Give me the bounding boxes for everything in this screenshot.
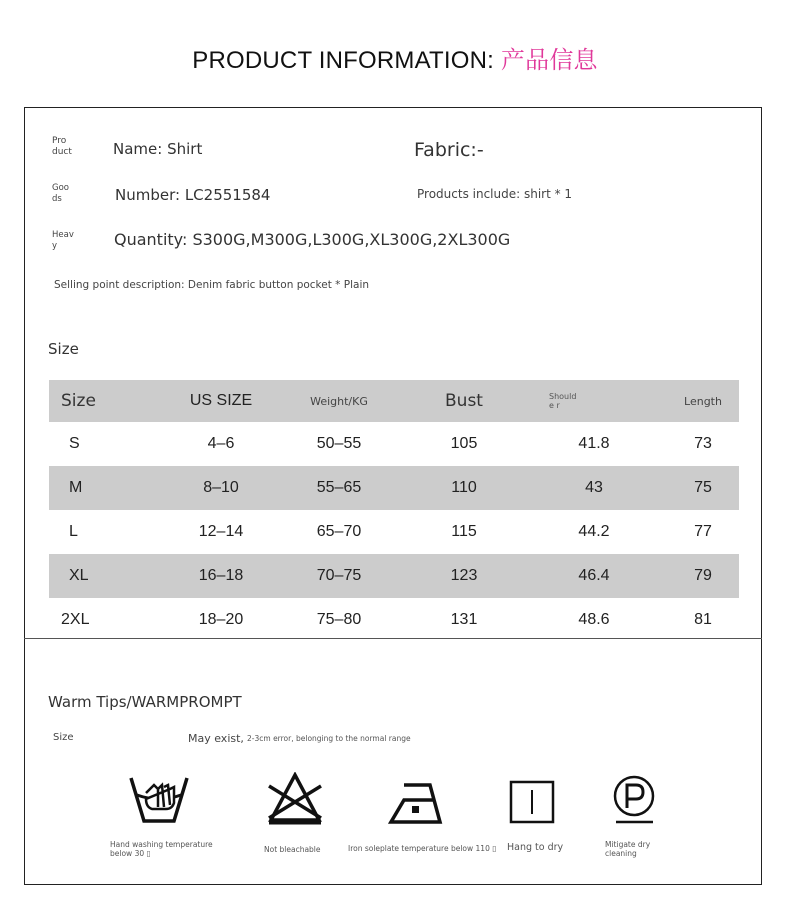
care-iron: [388, 782, 444, 828]
cell-bust: 131: [450, 611, 478, 628]
cell-length: 79: [694, 567, 712, 584]
care-hand-wash: [128, 775, 190, 829]
care-iron-label: Iron soleplate temperature below 110 ▯: [348, 844, 497, 853]
cell-shoulder: 44.2: [578, 523, 610, 540]
table-row: [49, 598, 739, 642]
care-hang-dry-label: Hang to dry: [507, 842, 564, 853]
cell-length: 73: [694, 435, 712, 452]
iron-icon: [388, 782, 444, 824]
col-weight: Weight/KG: [310, 394, 368, 408]
table-row: [49, 554, 739, 598]
col-size: Size: [61, 391, 96, 411]
product-tag: Pro duct: [52, 136, 72, 157]
selling-point: Selling point description: Denim fabric button pocket * Plain: [54, 279, 370, 291]
cell-length: 81: [694, 611, 712, 628]
products-include: Products include: shirt * 1: [417, 187, 573, 201]
cell-weight: 75–80: [316, 611, 362, 628]
hand-wash-icon: [128, 775, 190, 825]
cell-us-size: 12–14: [198, 523, 244, 540]
cell-shoulder: 48.6: [578, 611, 610, 628]
care-no-bleach-label: Not bleachable: [264, 845, 321, 854]
tips-size-label: Size: [53, 732, 74, 743]
cell-us-size: 18–20: [198, 611, 244, 628]
cell-bust: 123: [450, 567, 478, 584]
cell-weight: 70–75: [316, 567, 362, 584]
cell-size: 2XL: [61, 611, 90, 628]
table-row: [49, 510, 739, 554]
care-no-bleach: [266, 772, 324, 830]
cell-bust: 110: [451, 479, 477, 496]
care-hand-wash-label: Hand washing temperature below 30 ▯: [110, 840, 213, 858]
page-title: [0, 40, 790, 75]
cell-size: M: [69, 479, 83, 496]
cell-bust: 105: [450, 435, 478, 452]
tips-error-note: 2-3cm error, belonging to the normal range: [247, 734, 411, 743]
heavy-tag: Heav y: [52, 230, 74, 251]
product-name: Name: Shirt: [113, 140, 203, 158]
cell-weight: 65–70: [316, 523, 362, 540]
cell-weight: 55–65: [316, 479, 362, 496]
goods-tag: Goo ds: [52, 183, 69, 204]
cell-weight: 50–55: [316, 435, 362, 452]
col-bust: Bust: [445, 391, 483, 411]
col-shoulder: [521, 380, 667, 422]
product-quantity: Quantity: S300G,M300G,L300G,XL300G,2XL300G: [114, 230, 511, 249]
cell-size: L: [69, 523, 78, 540]
col-us-size: US SIZE: [189, 392, 253, 409]
title-chinese: 产品信息: [500, 47, 598, 74]
care-dry-clean-label: Mitigate dry cleaning: [605, 840, 651, 858]
no-bleach-icon: [266, 772, 324, 826]
cell-shoulder: 41.8: [578, 435, 610, 452]
hang-dry-icon: [509, 780, 555, 824]
cell-bust: 115: [451, 523, 477, 540]
col-length: Length: [684, 394, 722, 408]
care-dry-clean: [612, 774, 658, 830]
cell-size: XL: [69, 567, 89, 584]
tips-may-exist: May exist,: [188, 732, 244, 745]
table-row: [49, 422, 739, 466]
product-number: Number: LC2551584: [115, 186, 271, 204]
product-fabric: Fabric:-: [414, 139, 484, 161]
cell-size: S: [69, 435, 80, 452]
col-shoulder-label: Shoulde r: [549, 392, 577, 410]
table-row: [49, 466, 739, 510]
dry-clean-p-icon: [612, 774, 658, 826]
table-header-row: [49, 380, 739, 422]
cell-us-size: 4–6: [207, 435, 235, 452]
cell-shoulder: 43: [585, 479, 603, 496]
cell-length: 75: [694, 479, 712, 496]
warm-tips-title: Warm Tips/WARMPROMPT: [48, 693, 242, 711]
care-hang-dry: [509, 780, 555, 828]
cell-length: 77: [694, 523, 712, 540]
cell-us-size: 8–10: [203, 479, 239, 496]
cell-shoulder: 46.4: [578, 567, 610, 584]
cell-us-size: 16–18: [198, 567, 244, 584]
size-section-label: Size: [48, 340, 79, 358]
title-english: PRODUCT INFORMATION:: [192, 47, 501, 74]
size-table: [49, 380, 739, 642]
